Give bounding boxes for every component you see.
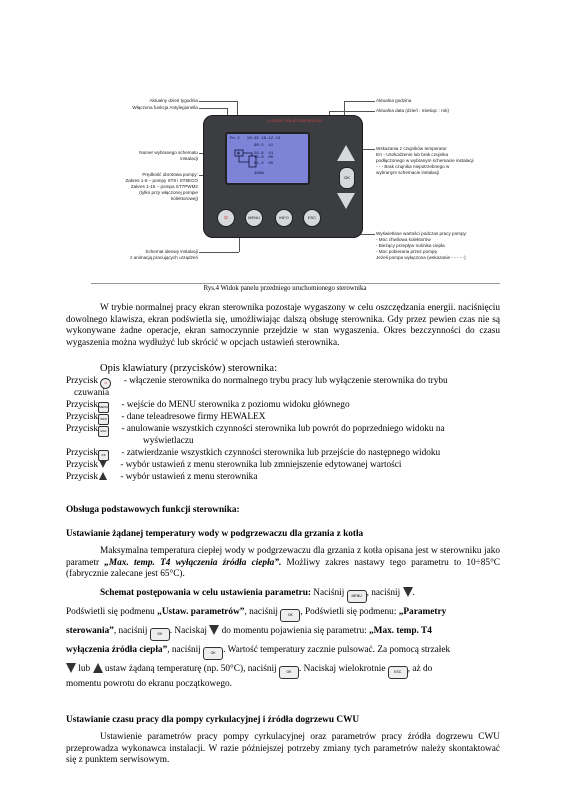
esc-icon: ESC [388,666,408,679]
callout-missing: - - - Brak czujnika niepotrzebnego w [376,164,450,169]
callout-day: Aktualny dzień tygodnia [149,98,198,103]
callout-temps: Wskazania z czujników temperatur [376,146,447,151]
power-button[interactable]: ⏻ [217,209,235,227]
esc-button[interactable]: ESC [303,209,321,227]
subsection-heading: Ustawianie żądanej temperatury wody w podgrzewaczu dla grzania z kotła [66,529,364,539]
lcd-line: 61.2 00 [230,162,274,166]
callout-err: Err - Uszkodzenie lub brak czujnika [376,152,448,157]
ok-icon: OK [203,647,223,660]
key-row: Przycisk OK - zatwierdzanie wszystkich czynności sterownika lub przejście do następnego widoku [66,448,440,461]
ok-icon: OK [280,609,300,622]
key-row: Przycisk INFO - dane teleadresowe firmy HEWALEX [66,412,265,425]
controller-panel [203,115,363,238]
section-heading: Obsługa podstawowych funkcji sterownika: [66,505,240,515]
callout-schematic: Schemat ideowy instalacji [145,249,198,254]
down-arrow-icon [99,460,107,468]
menu-icon: MENU [98,402,109,413]
callout-values-4: Jeżeli pompa wyłączona (wskazanie - - - - -) [376,255,466,260]
callout-antylegionella: Włączona funkcja Antylegionella [132,105,198,110]
callout-schema-number: Numer wybranego schematu instalacji [139,150,198,161]
subsection-heading: Ustawianie czasu pracy dla pompy cyrkulacyjnej i źródła dogrzewu CWU [66,715,360,725]
service-paragraph: Ustawienie parametrów pracy pompy cyrkulacyjnej oraz parametrów pracy źródła dogrzewu CWU przeprowadza wykonawca instalacji. W razie późniejszej potrzeby zmiany tych parametrów należy skontaktować się z punktem serwisowym. [66,732,500,765]
lcd-line: Pn 2 16:45 19.12.13 [230,137,281,141]
callout-pump-range-2: Zakres 1-15 – pompa ST7PWM2 [130,184,198,189]
callout-values: Wyświetlane wartości podczas pracy pompy: [376,231,468,236]
ok-button[interactable]: OK [339,167,355,189]
lcd-display [225,132,310,185]
lcd-line: 380W [230,172,264,176]
menu-button[interactable]: MENU [245,209,263,227]
down-arrow-icon [66,663,76,673]
key-row: Przycisk ⏻ - włączenie sterownika do normalnego trybu pracy lub wyłączenie sterownika do trybu [66,376,500,389]
ok-icon: OK [279,666,299,679]
figure-divider [91,283,500,284]
key-row: PrzyciskMENU - wejście do MENU sterownika z poziomu widoku głównego [66,400,350,413]
callout-pump-note: (tylko przy włączonej pompie kolektorowej) [139,190,198,201]
key-row-cont: czuwania [74,388,110,398]
menu-icon: MENU [347,590,367,603]
callout-animation: z animacją pracujących urządzeń [130,255,198,260]
up-arrow-button[interactable] [337,145,355,161]
callout-values-1: - Moc chwilowa kolektorów [376,237,431,242]
key-row-cont: wyświetlaczu [143,436,194,446]
key-row: Przycisk - wybór ustawień z menu sterownika [66,472,258,482]
ok-icon: OK [150,628,170,641]
callout-err-2: podłączonego w wybranym schemacie instalacji [376,158,474,163]
up-arrow-icon [99,472,107,480]
info-icon: INFO [98,414,109,425]
temp-paragraph: Maksymalna temperatura ciepłej wody w podgrzewaczu dla grzania z kotła opisana jest w sterowniku jako parametr „Max. temp. T4 wyłączenia źródła ciepła”. Możliwy zakres nastawy tego parametru to 10÷85°C (fabrycznie zalecane jest 65°C). [66,546,500,579]
ok-icon: OK [98,450,109,461]
down-arrow-button[interactable] [337,193,355,209]
lcd-line: 15.8 00 [230,156,274,160]
callout-time: Aktualna godzina [376,98,412,103]
panel-brand: G-422-P07 SOLAR CONTROLLER [267,119,322,123]
lcd-line: ▣ 59.6 41 [230,152,274,156]
schematic-icon [233,148,263,170]
callout-date: Aktualna data (dzień : miesiąc : rok) [376,108,450,113]
lcd-line: 60.5 41 [230,144,274,148]
callout-values-2: - Bieżący przepływ nośnika ciepła [376,243,445,248]
callout-values-3: - Moc pobierana przez pompę [376,249,438,254]
callout-missing-2: wybranym schemacie instalacji [376,170,440,175]
key-row: Przycisk ESC - anulowanie wszystkich czynności sterownika lub powrót do poprzedniego widoku na [66,424,445,437]
intro-paragraph: W trybie normalnej pracy ekran sterownika pozostaje wygaszony w celu oszczędzania energii. naciśnięciu dowolnego klawisza, ekran podświetla się, umożliwiając dalszą obsługę sterownika. Gdy przez pewien czas nie są wykonywane żadne operacje, ekran samoczynnie przejdzie w stan wygaszenia. Okres bezczynności do czasu wygaszenia można wydłużyć lub skrócić w opcjach ustawień sterownika. [66,303,500,348]
callout-pump-range-1: Zakres 1-5 – pompy ST6 i ST6ECO [125,178,198,183]
up-arrow-icon [93,663,103,673]
info-button[interactable]: INFO [275,209,293,227]
controller-panel-figure [124,92,500,276]
esc-icon: ESC [98,426,109,437]
callout-pump-speed: Prędkość obrotowa pompy: [142,172,198,177]
key-row: Przycisk - wybór ustawień z menu sterownika lub zmniejszenie edytowanej wartości [66,460,402,470]
procedure-paragraph: Schemat postępowania w celu ustawienia parametru: Naciśnij MENU , naciśnij . Podświetli się podmenu „Ustaw. parametrów”, naciśnij OK , Podświetli się podmenu: „Parametry sterowania”, naciśnij OK . Naciskaj do momentu pojawienia się parametru: „Max. temp. T4 wyłączenia źródła ciepła”, naciśnij OK . Wartość temperatury zacznie pulsować. Za pomocą strzałek lub ustaw żądaną temperaturę (np. 50°C), naciśnij OK . Naciskaj wielokrotnie ESC , aż do momentu powrotu do ekranu początkowego. [66,588,451,689]
power-icon: ⏻ [100,378,111,389]
down-arrow-icon [209,625,219,635]
keys-heading: Opis klawiatury (przycisków) sterownika: [100,363,277,374]
figure-caption: Rys.4 Widok panelu przedniego uruchomionego sterownika [203,285,367,292]
down-arrow-icon [403,587,413,597]
